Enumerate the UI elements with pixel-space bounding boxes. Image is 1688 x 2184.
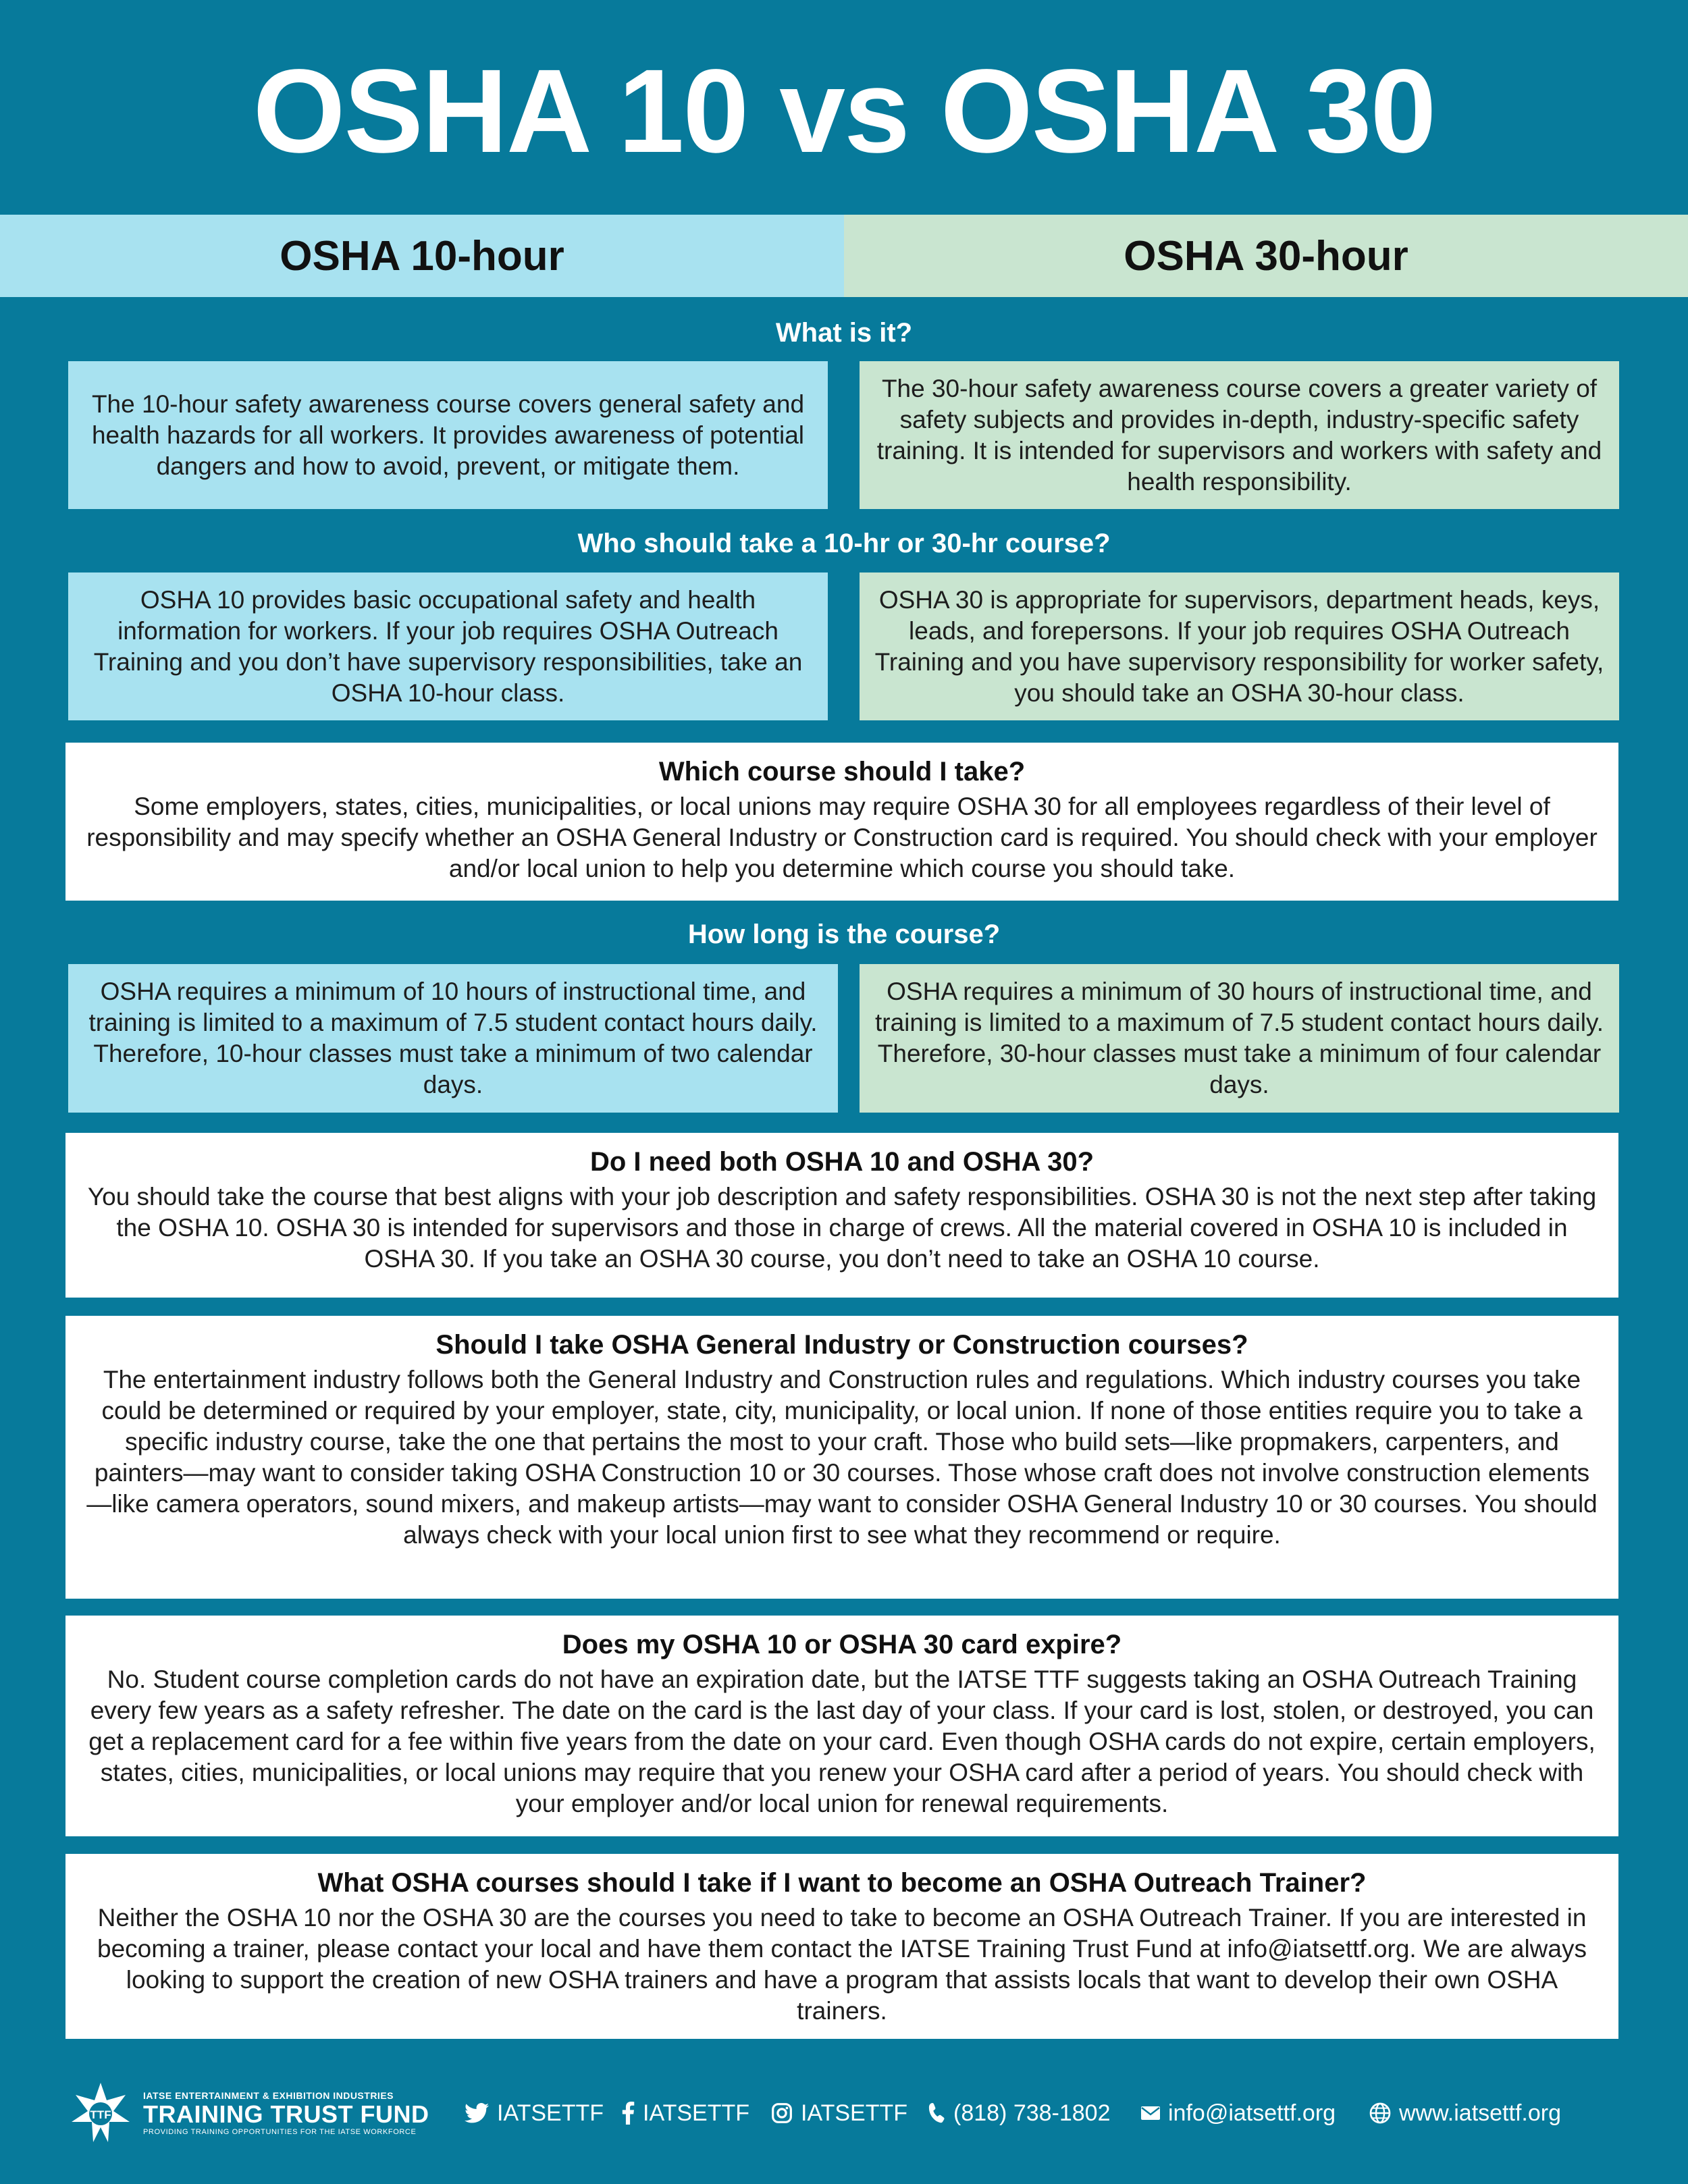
phone-number: (818) 738-1802 — [953, 2100, 1111, 2126]
website-link[interactable] — [1369, 2073, 1561, 2154]
globe-icon — [1369, 2102, 1391, 2124]
instagram-icon — [771, 2102, 793, 2124]
need-both-heading: Do I need both OSHA 10 and OSHA 30? — [589, 1147, 1094, 1177]
outreach-trainer-body: Neither the OSHA 10 nor the OSHA 30 are the courses you need to take to become an OSHA Outreach Trainer. If you are interested in becoming a trainer, please contact your local and have them contact the IATSE Training Trust Fund at info@iatsettf.org. We are always looking to support the creation of new OSHA trainers and have a program that assists locals that want to develop their own OSHA trainers. — [97, 1904, 1587, 2025]
instagram-handle: IATSETTF — [801, 2100, 908, 2126]
twitter-link[interactable] — [465, 2073, 604, 2154]
column-header-osha-30: OSHA 30-hour — [844, 215, 1688, 297]
card-expire-body: No. Student course completion cards do not have an expiration date, but the IATSE TTF suggests taking an OSHA Outreach Training every few years as a safety refresher. The date on the card is the last day of your class. If your card is lost, stolen, or destroyed, you can get a replacement card for a fee within five years from the date on your card. Even though OSHA cards do not expire, certain employers, states, cities, municipalities, or local unions may require that you renew your OSHA card after a period of years. You should check with your employer and/or local union for renewal requirements. — [88, 1666, 1595, 1817]
what-is-it-osha-30: The 30-hour safety awareness course covers a greater variety of safety subjects and provides in-depth, industry-specific safety training. It is intended for supervisors and workers with safety and health responsibility. — [860, 361, 1619, 509]
email-link[interactable] — [1141, 2073, 1336, 2154]
phone-icon — [928, 2103, 945, 2123]
how-long-osha-10: OSHA requires a minimum of 10 hours of instructional time, and training is limited to a maximum of 7.5 student contact hours daily. Therefore, 10-hour classes must take a minimum of two calendar days. — [68, 964, 838, 1113]
which-course-heading: Which course should I take? — [658, 757, 1026, 787]
svg-text:TTF: TTF — [90, 2108, 111, 2121]
twitter-handle: IATSETTF — [497, 2100, 604, 2126]
general-or-construction-heading: Should I take OSHA General Industry or Construction courses? — [436, 1330, 1248, 1360]
iatse-emblem-icon — [68, 2080, 134, 2146]
which-course-body: Some employers, states, cities, municipalities, or local unions may require OSHA 30 for all employees regardless of their level of responsibility and may specify whether an OSHA General Industry or Construction card is required. You should check with your employer and/or local union to help you determine which course you should take. — [86, 793, 1598, 882]
logo-org-line: IATSE ENTERTAINMENT & EXHIBITION INDUSTRIES — [143, 2089, 394, 2101]
general-or-construction-body: The entertainment industry follows both the General Industry and Construction rules and regulations. Which industry courses you take could be determined or required by your employer, state, city, municipality, or local union. If none of those entities require you to take a specific industry course, take the one that pertains the most to your craft. Those who build sets—like propmakers, carpenters, and painters—may want to consider taking OSHA Construction 10 or 30 courses. Those whose craft does not involve construction elements—like camera operators, sound mixers, and makeup artists—may want to consider OSHA General Industry 10 or 30 courses. You should always check with your local union first to see what they recommend or require. — [86, 1366, 1598, 1549]
page-title: OSHA 10 vs OSHA 30 — [253, 45, 1435, 178]
facebook-link[interactable] — [621, 2073, 749, 2154]
website-url: www.iatsettf.org — [1399, 2100, 1561, 2126]
instagram-link[interactable] — [771, 2073, 907, 2154]
card-expire-heading: Does my OSHA 10 or OSHA 30 card expire? — [562, 1630, 1122, 1659]
how-long-osha-30: OSHA requires a minimum of 30 hours of instructional time, and training is limited to a maximum of 7.5 student contact hours daily. Therefore, 30-hour classes must take a minimum of four calendar days. — [860, 964, 1619, 1113]
need-both-card — [65, 1133, 1618, 1298]
what-is-it-osha-10: The 10-hour safety awareness course covers general safety and health hazards for all workers. It provides awareness of potential dangers and how to avoid, prevent, or mitigate them. — [68, 361, 828, 509]
who-should-osha-10: OSHA 10 provides basic occupational safety and health information for workers. If your job requires OSHA Outreach Training and you don’t have supervisory responsibilities, take an OSHA 10-hour class. — [68, 572, 828, 720]
ttf-logo[interactable] — [68, 2073, 429, 2154]
facebook-handle: IATSETTF — [643, 2100, 750, 2126]
email-address: info@iatsettf.org — [1168, 2100, 1336, 2126]
outreach-trainer-card — [65, 1854, 1618, 2039]
logo-tagline: PROVIDING TRAINING OPPORTUNITIES FOR THE IATSE WORKFORCE — [143, 2127, 417, 2136]
mail-icon — [1141, 2106, 1160, 2120]
phone-link[interactable] — [928, 2073, 1111, 2154]
column-header-osha-10: OSHA 10-hour — [0, 215, 844, 297]
card-expire-card — [65, 1616, 1618, 1836]
section-heading-what-is-it: What is it? — [775, 318, 913, 348]
section-heading-how-long: How long is the course? — [687, 920, 1001, 949]
need-both-body: You should take the course that best aligns with your job description and safety responsibilities. OSHA 30 is not the next step after taking the OSHA 10. OSHA 30 is intended for supervisors and those in charge of crews. All the material covered in OSHA 10 is included in OSHA 30. If you take an OSHA 30 course, you don’t need to take an OSHA 10 course. — [87, 1183, 1597, 1273]
which-course-card — [65, 743, 1618, 901]
twitter-icon — [465, 2103, 489, 2123]
who-should-osha-30: OSHA 30 is appropriate for supervisors, department heads, keys, leads, and forepersons. If your job requires OSHA Outreach Training and you have supervisory responsibility for worker safety, you should take an OSHA 30-hour class. — [860, 572, 1619, 720]
outreach-trainer-heading: What OSHA courses should I take if I want to become an OSHA Outreach Trainer? — [317, 1868, 1367, 1898]
facebook-icon — [621, 2102, 635, 2125]
logo-name: TRAINING TRUST FUND — [143, 2100, 429, 2128]
footer — [0, 2073, 1688, 2154]
section-heading-who-should: Who should take a 10-hr or 30-hr course? — [577, 529, 1111, 558]
general-or-construction-card — [65, 1316, 1618, 1599]
